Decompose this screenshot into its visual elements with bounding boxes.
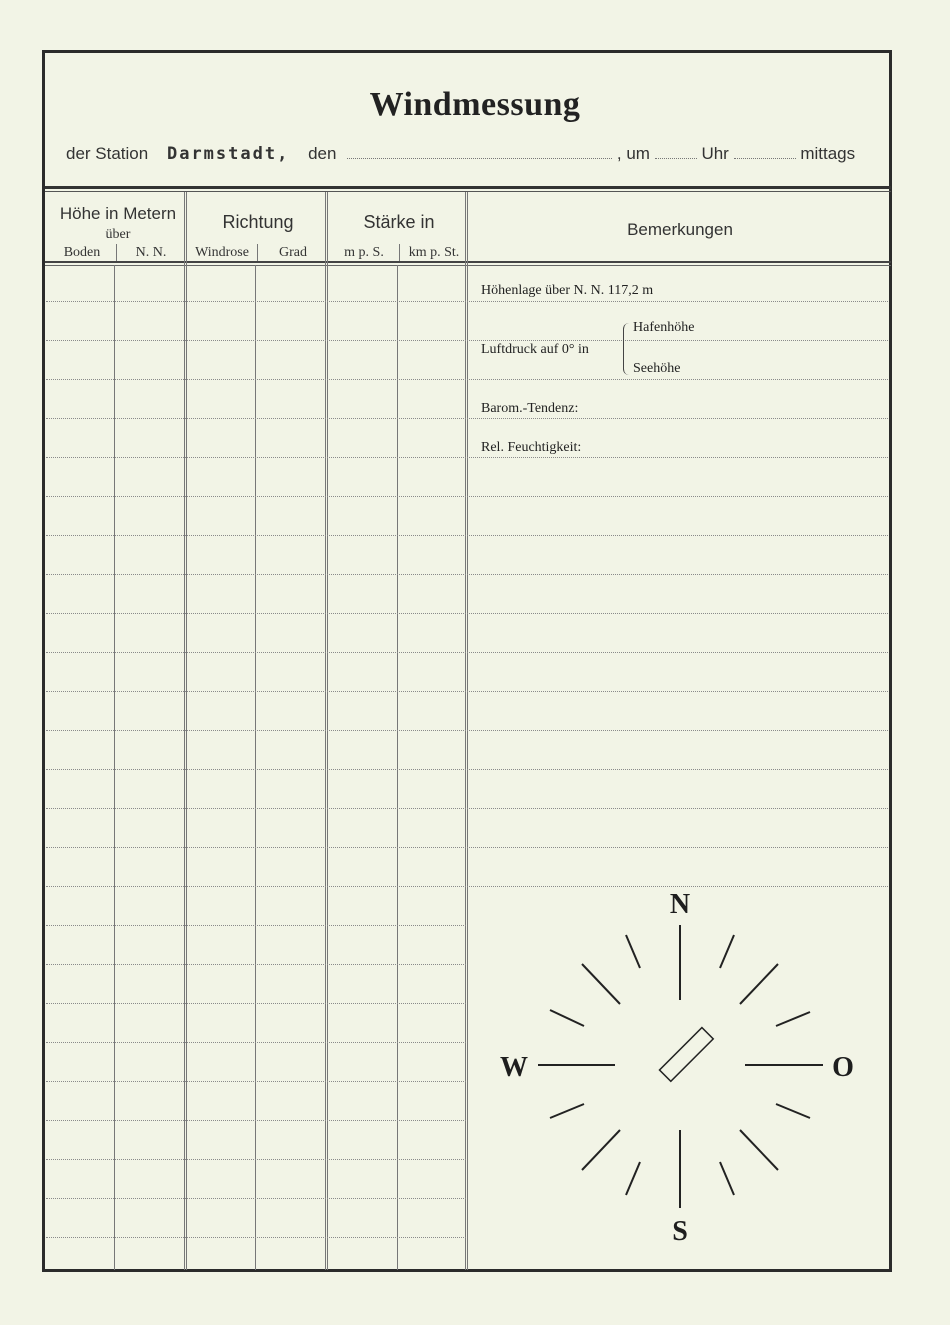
table-row-line — [46, 613, 888, 614]
compass-north-label: N — [669, 889, 691, 920]
compass-west-label: W — [500, 1052, 528, 1083]
table-row-line — [46, 1159, 466, 1160]
header-kmpst: km p. St. — [408, 245, 460, 260]
table-row-line — [46, 925, 466, 926]
mittags-label: mittags — [800, 144, 856, 163]
remark-hoehenlage: Höhenlage über N. N. 117,2 m — [481, 283, 654, 298]
remark-seehoehe: Seehöhe — [633, 361, 681, 376]
uhr-label: Uhr — [701, 144, 729, 163]
remark-barom: Barom.-Tendenz: — [481, 401, 579, 416]
date-label: den — [308, 144, 337, 163]
table-row-line — [46, 808, 888, 809]
table-row-line — [46, 457, 888, 458]
header-hoehe: Höhe in Metern — [59, 204, 177, 223]
table-row-line — [46, 1120, 466, 1121]
table-row-line — [46, 1081, 466, 1082]
header-mps: m p. S. — [344, 245, 384, 260]
table-row-line — [46, 847, 888, 848]
header-bottom-rule — [45, 261, 891, 263]
compass-east-label: O — [832, 1052, 854, 1083]
form-title: Windmessung — [369, 86, 581, 123]
header-windrose: Windrose — [195, 245, 249, 260]
compass-rays — [538, 925, 823, 1208]
station-name: Darmstadt, — [166, 144, 290, 164]
header-grad: Grad — [279, 245, 307, 260]
remark-feuchte: Rel. Feuchtigkeit: — [481, 440, 582, 455]
station-prefix: der Station — [66, 144, 149, 163]
compass-south-label: S — [672, 1216, 688, 1247]
table-row-line — [46, 652, 888, 653]
table-row-line — [46, 574, 888, 575]
table-row-line — [46, 1198, 466, 1199]
table-row-line — [46, 964, 466, 965]
table-row-line — [46, 418, 888, 419]
subheader-divider — [116, 244, 117, 262]
remark-hafenhoehe: Hafenhöhe — [633, 320, 695, 335]
header-richtung: Richtung — [222, 212, 294, 232]
time-label: , um — [616, 144, 650, 163]
table-row-line — [46, 1237, 466, 1238]
header-boden: Boden — [63, 245, 101, 260]
brace — [623, 323, 630, 375]
header-staerke: Stärke in — [363, 212, 435, 232]
table-row-line — [46, 691, 888, 692]
table-row-line — [46, 1042, 466, 1043]
hour-field[interactable] — [655, 157, 697, 159]
subheader-divider — [257, 244, 258, 262]
header-nn: N. N. — [135, 245, 167, 260]
table-row-line — [46, 340, 888, 341]
table-row-line — [46, 301, 888, 302]
table-row-line — [46, 379, 888, 380]
header-bemerkungen: Bemerkungen — [627, 220, 733, 239]
subheader-divider — [399, 244, 400, 262]
header-ueber: über — [105, 227, 131, 242]
compass-rose — [490, 880, 870, 1250]
column-divider — [184, 192, 187, 1270]
table-row-line — [46, 496, 888, 497]
column-divider — [465, 192, 468, 1270]
header-rule-thin — [45, 191, 891, 192]
station-line — [66, 144, 855, 164]
table-row-line — [46, 769, 888, 770]
table-row-line — [46, 1003, 466, 1004]
table-row-line — [46, 730, 888, 731]
header-bottom-rule-thin — [45, 265, 891, 266]
date-field[interactable] — [347, 157, 612, 159]
column-divider — [325, 192, 328, 1270]
table-row-line — [46, 535, 888, 536]
compass-needle — [659, 1028, 713, 1082]
header-rule — [45, 186, 891, 189]
remark-luftdruck: Luftdruck auf 0° in — [481, 342, 589, 357]
period-field[interactable] — [734, 157, 796, 159]
